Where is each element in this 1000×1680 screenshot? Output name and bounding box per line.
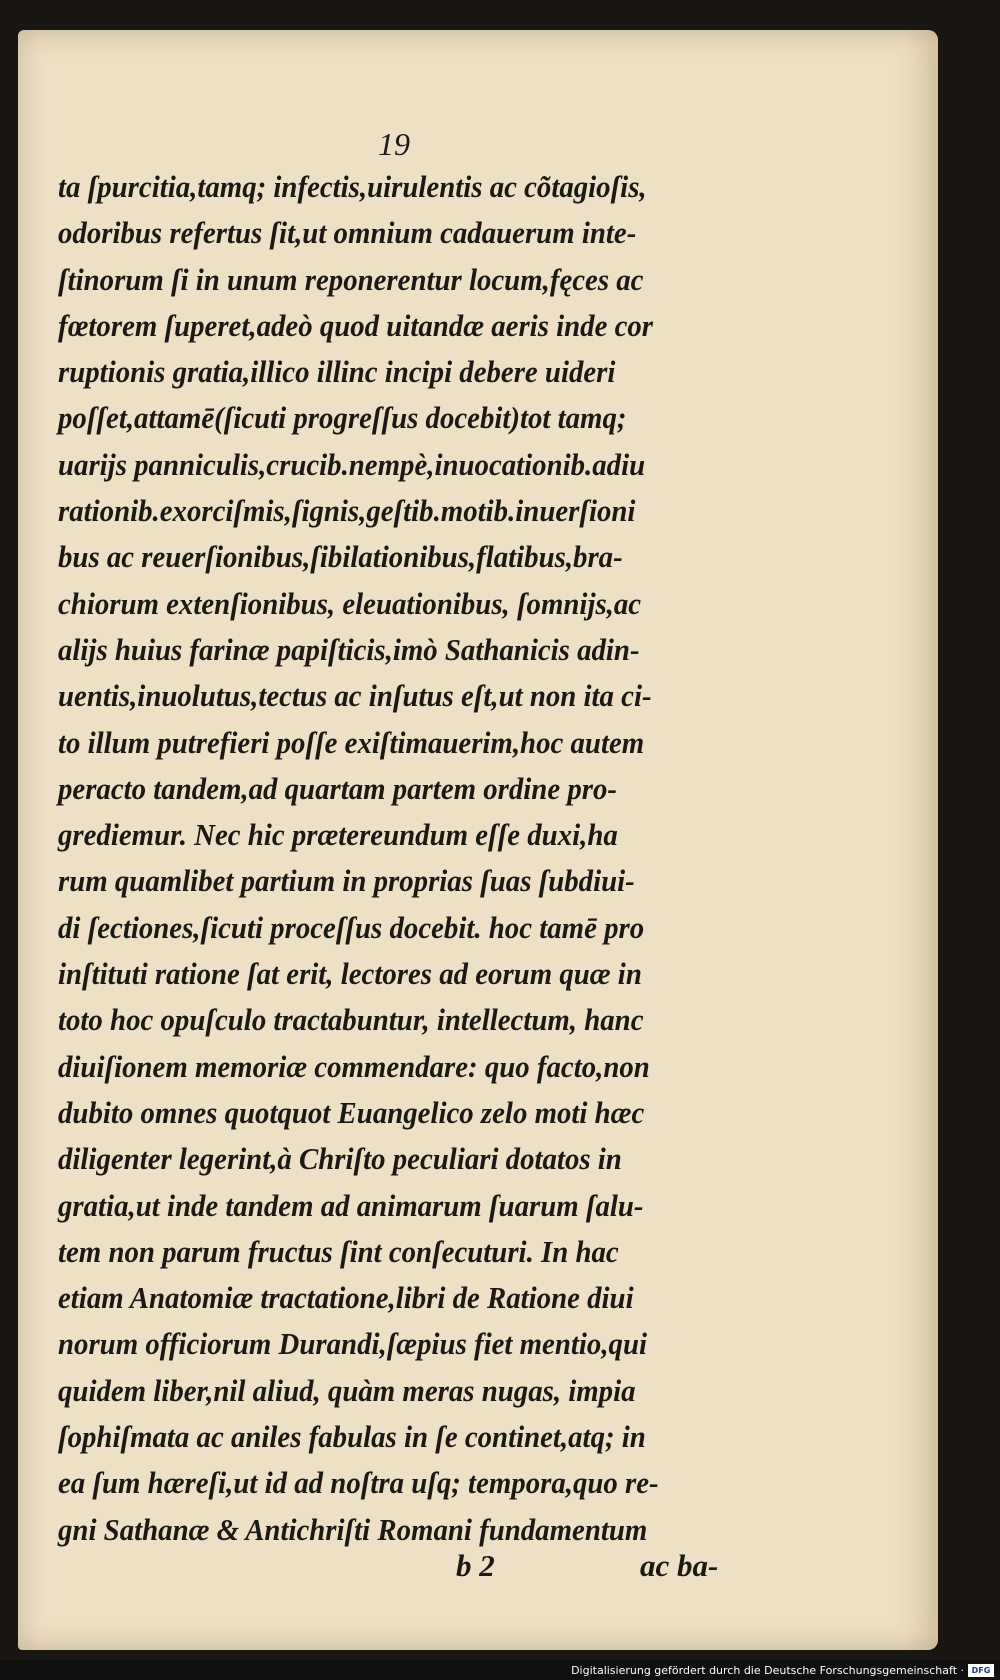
text-line: gni Sathanæ & Antichriſti Romani fundamentum: [58, 1511, 648, 1547]
text-line: to illum putrefieri poſſe exiſtimauerim,hoc autem: [58, 724, 645, 760]
text-line: chiorum extenſionibus, eleuationibus, ſomnijs,ac: [58, 585, 642, 621]
page-number: 19: [378, 126, 410, 162]
text-line: alijs huius farinæ papiſticis,imò Sathanicis adin-: [58, 631, 640, 667]
signature-mark: b 2: [456, 1548, 495, 1583]
funding-credit: Digitalisierung gefördert durch die Deutsche Forschungsgemeinschaft ·: [571, 1664, 964, 1677]
text-line: dubito omnes quotquot Euangelico zelo moti hæc: [58, 1094, 645, 1130]
text-line: odoribus refertus ſit,ut omnium cadauerum inte-: [58, 215, 637, 251]
text-line: ta ſpurcitia,tamq; infectis,uirulentis ac cõtagioſis,: [58, 169, 647, 204]
text-line: inſtituti ratione ſat erit, lectores ad eorum quæ in: [58, 956, 642, 992]
text-line: ea ſum hæreſi,ut id ad noſtra uſq; tempora,quo re-: [58, 1465, 659, 1501]
text-line: ſophiſmata ac aniles fabulas in ſe continet,atq; in: [58, 1419, 646, 1455]
text-line: uentis,inuolutus,tectus ac inſutus eſt,ut non ita ci-: [58, 678, 652, 714]
credit-bar: [0, 1660, 1000, 1680]
text-line: gratia,ut inde tandem ad animarum ſuarum ſalu-: [58, 1187, 644, 1223]
text-line: uarijs panniculis,crucib.nempè,inuocationib.adiu: [58, 446, 646, 482]
text-line: ruptionis gratia,illico illinc incipi debere uideri: [58, 354, 616, 390]
text-line: bus ac reuerſionibus,ſibilationibus,flatibus,bra-: [58, 539, 623, 575]
text-line: di ſectiones,ſicuti proceſſus docebit. hoc tamē pro: [58, 909, 645, 945]
text-line: peracto tandem,ad quartam partem ordine pro-: [58, 770, 618, 806]
text-line: poſſet,attamē(ſicuti progreſſus docebit)tot tamq;: [58, 400, 627, 436]
text-line: rationib.exorciſmis,ſignis,geſtib.motib.inuerſioni: [58, 493, 636, 529]
body-text: [58, 164, 738, 1553]
text-line: diuiſionem memoriæ commendare: quo facto,non: [58, 1048, 650, 1084]
text-line: diligenter legerint,à Chriſto peculiari dotatos in: [58, 1141, 622, 1177]
text-line: rum quamlibet partium in proprias ſuas ſubdiui-: [58, 863, 635, 899]
text-line: tem non parum fructus ſint conſecuturi. In hac: [58, 1233, 619, 1269]
text-line: toto hoc opuſculo tractabuntur, intellectum, hanc: [58, 1002, 644, 1038]
dfg-logo-icon: DFG: [968, 1664, 994, 1677]
text-line: quidem liber,nil aliud, quàm meras nugas, impia: [58, 1372, 636, 1408]
catchword: ac ba-: [640, 1548, 719, 1583]
text-line: norum officiorum Durandi,ſæpius fiet mentio,qui: [58, 1326, 647, 1362]
text-line: etiam Anatomiæ tractatione,libri de Ratione diui: [58, 1280, 634, 1316]
text-line: fœtorem ſuperet,adeò quod uitandæ aeris inde cor: [58, 307, 654, 343]
text-line: grediemur. Nec hic prætereundum eſſe duxi,ha: [58, 817, 618, 853]
book-page: [18, 30, 938, 1650]
text-line: ſtinorum ſi in unum reponerentur locum,fęces ac: [58, 261, 644, 297]
